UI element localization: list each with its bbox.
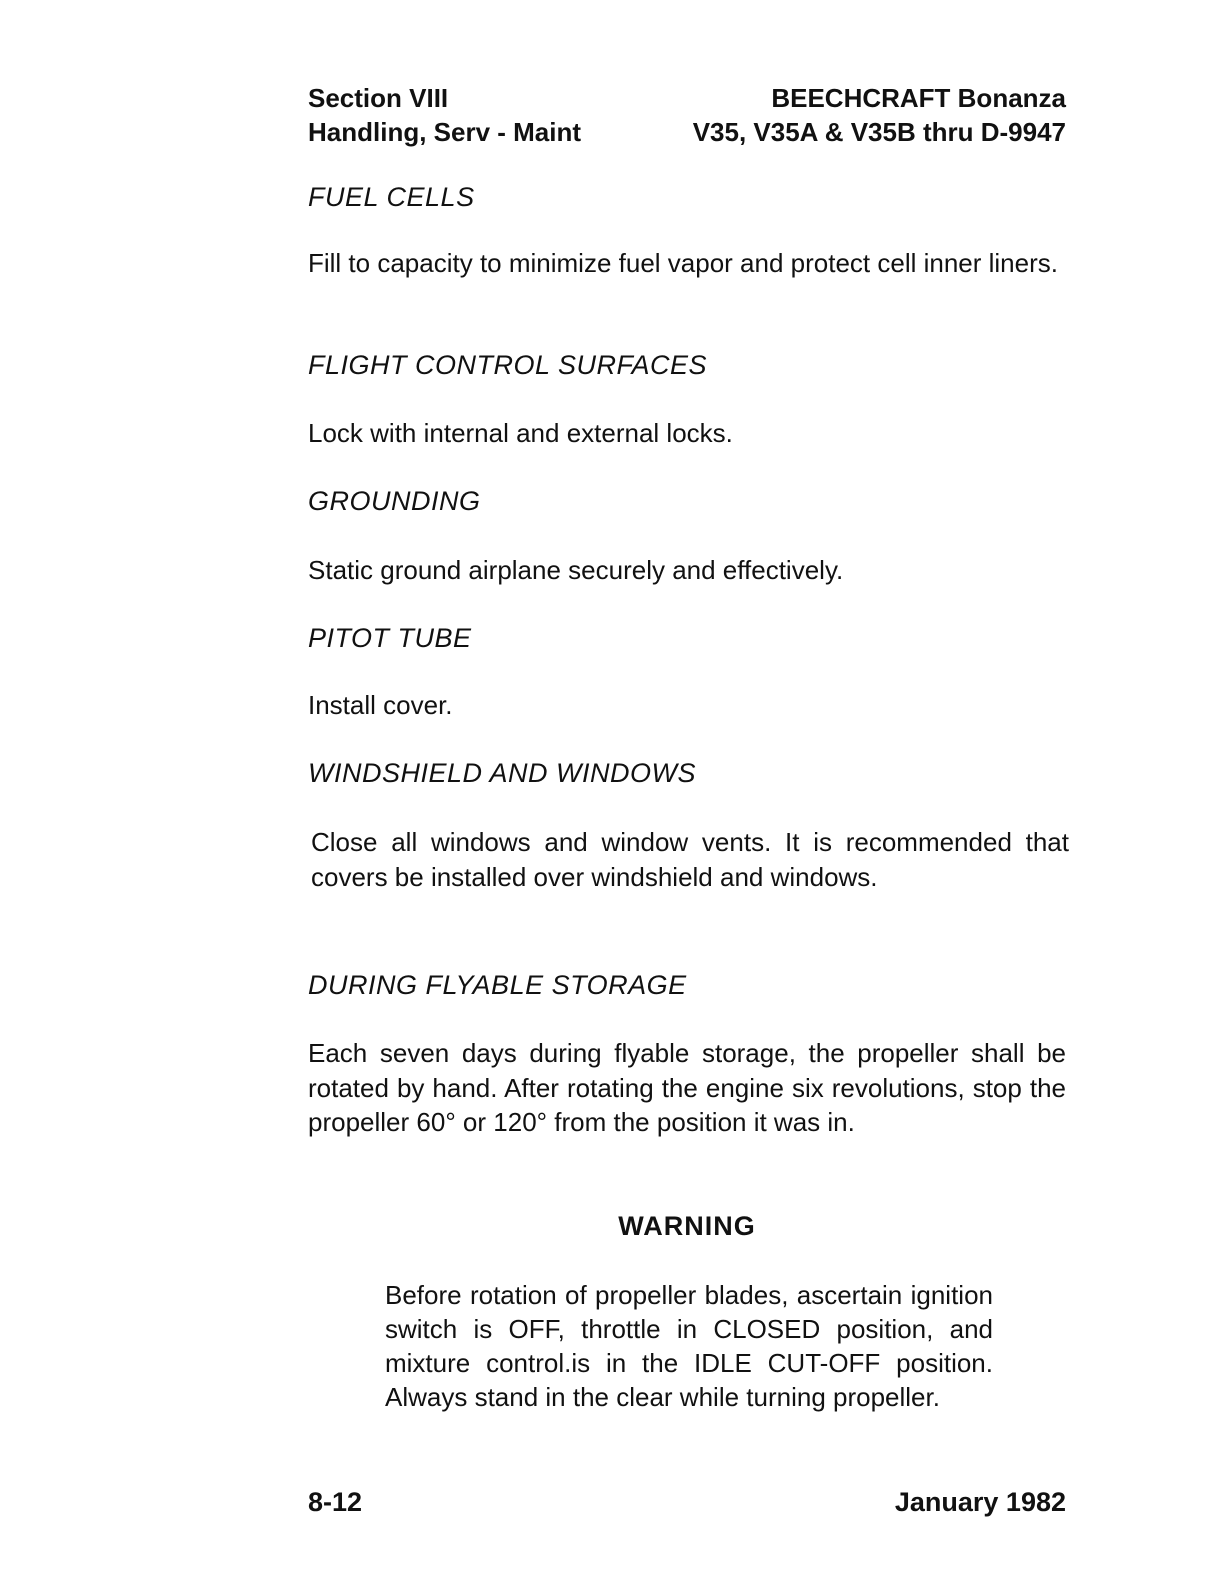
- heading-flight-control-surfaces: FLIGHT CONTROL SURFACES: [308, 350, 708, 380]
- paragraph-windshield-and-windows: Close all windows and window vents. It is recommended that covers be installed over windshield and windows.: [311, 827, 1069, 892]
- aircraft-brand: BEECHCRAFT Bonanza: [771, 83, 1066, 113]
- revision-date: January 1982: [894, 1487, 1066, 1517]
- header-line-2: [308, 116, 1066, 148]
- section-label: Section VIII: [308, 83, 449, 113]
- chapter-title: Handling, Serv - Maint: [308, 117, 582, 147]
- paragraph-pitot-tube: Install cover.: [308, 690, 453, 720]
- heading-pitot-tube: PITOT TUBE: [308, 623, 472, 653]
- paragraph-during-flyable-storage: Each seven days during flyable storage, the propeller shall be rotated by hand. After rotating the engine six revolutions, stop the propeller 60° or 120° from the position it was in.: [308, 1038, 1066, 1137]
- heading-fuel-cells: FUEL CELLS: [308, 182, 475, 212]
- heading-grounding: GROUNDING: [308, 486, 481, 516]
- page-number: 8-12: [308, 1487, 363, 1517]
- paragraph-flight-control-surfaces: Lock with internal and external locks.: [308, 418, 733, 448]
- warning-text: Before rotation of propeller blades, ascertain ignition switch is OFF, throttle in CLOSED position, and mixture control.is in the IDLE CUT-OFF position. Always stand in the clear while turning propeller.: [385, 1280, 993, 1412]
- model-applicability: V35, V35A & V35B thru D-9947: [692, 117, 1066, 147]
- page-footer: [308, 1486, 1066, 1518]
- warning-title: WARNING: [618, 1211, 756, 1241]
- heading-windshield-and-windows: WINDSHIELD AND WINDOWS: [308, 758, 696, 788]
- header-line-1: [308, 82, 1066, 114]
- paragraph-grounding: Static ground airplane securely and effectively.: [308, 555, 844, 585]
- heading-during-flyable-storage: DURING FLYABLE STORAGE: [308, 970, 687, 1000]
- paragraph-fuel-cells: Fill to capacity to minimize fuel vapor and protect cell inner liners.: [308, 248, 1058, 278]
